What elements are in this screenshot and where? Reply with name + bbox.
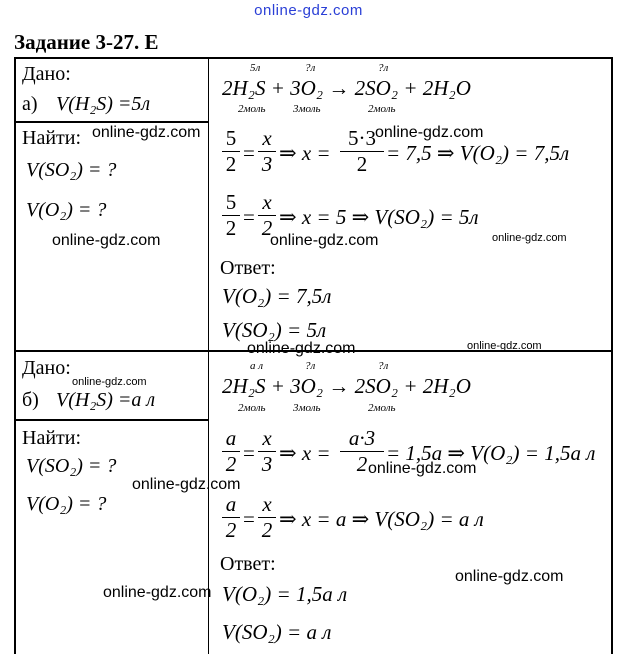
- react-bot-1-b: 2моль: [238, 402, 266, 414]
- eq1-frac3-num-a: 5·3: [348, 126, 376, 150]
- eq2-frac1-b: [222, 494, 240, 541]
- eq2-tail-b: ⇒ x = a ⇒ V(SO₂) = a л: [279, 507, 484, 531]
- watermark: online-gdz.com: [368, 460, 477, 477]
- watermark: online-gdz.com: [72, 376, 147, 388]
- answer-label-b: Ответ:: [220, 553, 276, 575]
- watermark: online-gdz.com: [270, 232, 379, 249]
- eq1-frac2-num-a: x: [262, 126, 272, 150]
- watermark: online-gdz.com: [492, 232, 567, 244]
- table-border-left: [14, 57, 16, 654]
- given-expr-b: V(H₂S) =a л: [56, 389, 156, 411]
- watermark: online-gdz.com: [103, 584, 212, 601]
- answer-so2-a: V(SO₂) = 5л: [222, 318, 327, 342]
- given-label-b: Дано:: [22, 357, 71, 379]
- eq1-eq-sign-a: =: [243, 141, 255, 165]
- react-top-3-a: ?л: [378, 62, 389, 74]
- reaction-b: 2H₂S + 3O₂ → 2SO₂ + 2H₂O: [222, 374, 471, 398]
- react-top-1-a: 5л: [250, 62, 261, 74]
- given-letter-a: а): [22, 93, 38, 115]
- eq1-frac2-den-b: 3: [261, 452, 273, 476]
- table-border-top: [14, 57, 613, 59]
- eq2-frac2-num-a: x: [262, 190, 272, 214]
- reaction-a: 2H₂S + 3O₂ → 2SO₂ + 2H₂O: [222, 76, 471, 100]
- given-label-a: Дано:: [22, 63, 71, 85]
- react-top-2-a: ?л: [305, 62, 316, 74]
- eq1-frac1-den-b: 2: [225, 452, 237, 476]
- eq1-frac1-num-b: a: [225, 426, 237, 450]
- eq2-frac2-den-a: 2: [261, 216, 273, 240]
- react-bot-2-a: 3моль: [293, 103, 321, 115]
- given-letter-b: б): [22, 389, 39, 411]
- task-title: Задание 3-27. Е: [14, 30, 159, 54]
- watermark: online-gdz.com: [132, 476, 241, 493]
- find-o2-b: V(O₂) = ?: [26, 493, 107, 515]
- eq1-frac3-num-b: a·3: [348, 426, 376, 450]
- react-bot-3-a: 2моль: [368, 103, 396, 115]
- eq1-frac1-a: [222, 128, 240, 175]
- eq1-tail-a: = 7,5 ⇒ V(O₂) = 7,5л: [386, 141, 570, 165]
- react-top-1-b: a л: [250, 360, 264, 372]
- eq1-mid-b: ⇒ x =: [279, 441, 331, 465]
- eq1-frac3-den-b: 2: [356, 452, 368, 476]
- eq1-frac2-den-a: 3: [261, 152, 273, 176]
- eq1-tail-b: = 1,5a ⇒ V(O₂) = 1,5a л: [386, 441, 596, 465]
- table-border-right: [611, 57, 613, 654]
- watermark: online-gdz.com: [467, 340, 542, 352]
- find-label-b: Найти:: [22, 427, 82, 449]
- watermark: online-gdz.com: [455, 568, 564, 585]
- eq2-tail-a: ⇒ x = 5 ⇒ V(SO₂) = 5л: [279, 205, 479, 229]
- answer-o2-a: V(O₂) = 7,5л: [222, 284, 332, 308]
- eq1-eq-sign-b: =: [243, 441, 255, 465]
- answer-o2-b: V(O₂) = 1,5a л: [222, 582, 348, 606]
- react-top-3-b: ?л: [378, 360, 389, 372]
- find-o2-a: V(O₂) = ?: [26, 199, 107, 221]
- eq2-eq-sign-a: =: [243, 205, 255, 229]
- given-expr-a: V(H₂S) =5л: [56, 93, 151, 115]
- eq2-frac1-den-a: 2: [225, 216, 237, 240]
- react-bot-2-b: 3моль: [293, 402, 321, 414]
- eq2-frac1-num-a: 5: [225, 190, 237, 214]
- find-so2-a: V(SO₂) = ?: [26, 159, 117, 181]
- eq1-frac1-den-a: 2: [225, 152, 237, 176]
- react-bot-1-a: 2моль: [238, 103, 266, 115]
- eq2-frac2-num-b: x: [262, 492, 272, 516]
- eq1-frac1-b: [222, 428, 240, 475]
- eq1-frac2-num-b: x: [262, 426, 272, 450]
- watermark: online-gdz.com: [247, 340, 356, 357]
- eq2-eq-sign-b: =: [243, 507, 255, 531]
- eq2-frac1-a: [222, 192, 240, 239]
- find-so2-b: V(SO₂) = ?: [26, 455, 117, 477]
- answer-so2-b: V(SO₂) = a л: [222, 620, 332, 644]
- site-header[interactable]: online-gdz.com: [254, 2, 363, 19]
- eq1-frac2-b: [258, 428, 276, 475]
- eq2-frac2-den-b: 2: [261, 518, 273, 542]
- eq2-frac2-b: [258, 494, 276, 541]
- eq1-frac3-den-a: 2: [356, 152, 368, 176]
- given-find-divider-a: [14, 121, 209, 123]
- eq1-frac2-a: [258, 128, 276, 175]
- eq2-frac1-den-b: 2: [225, 518, 237, 542]
- react-bot-3-b: 2моль: [368, 402, 396, 414]
- answer-label-a: Ответ:: [220, 257, 276, 279]
- given-find-divider-b: [14, 419, 209, 421]
- eq1-frac1-num-a: 5: [225, 126, 237, 150]
- find-label-a: Найти:: [22, 127, 82, 149]
- eq2-frac1-num-b: a: [225, 492, 237, 516]
- watermark: online-gdz.com: [92, 124, 201, 141]
- watermark: online-gdz.com: [375, 124, 484, 141]
- watermark: online-gdz.com: [52, 232, 161, 249]
- react-top-2-b: ?л: [305, 360, 316, 372]
- eq1-mid-a: ⇒ x =: [279, 141, 331, 165]
- table-column-divider: [208, 57, 209, 654]
